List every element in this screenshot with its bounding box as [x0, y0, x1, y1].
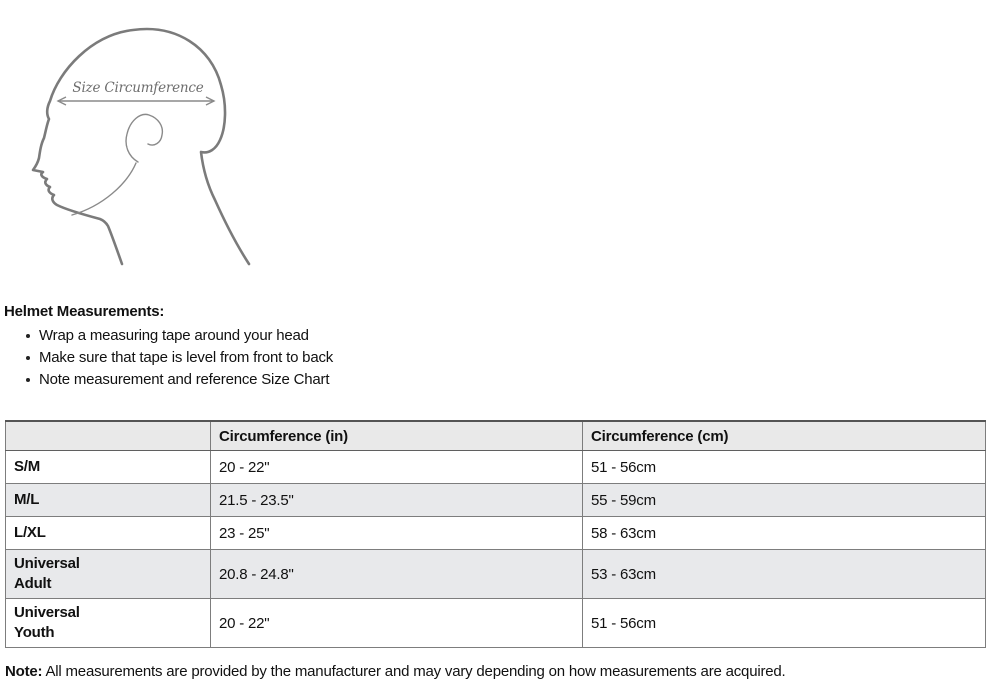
table-row [6, 550, 986, 599]
size-cell [6, 550, 211, 599]
helmet-measurements-heading: Helmet Measurements: [4, 303, 165, 320]
size-label: L/XL [14, 524, 46, 541]
header-row [6, 421, 986, 451]
size-cell [6, 517, 211, 550]
instruction-item: Make sure that tape is level from front to back [5, 347, 333, 369]
in-cell: 23 - 25" [211, 517, 583, 550]
in-cell: 20 - 22" [211, 599, 583, 648]
in-cell: 20.8 - 24.8" [211, 550, 583, 599]
table-row [6, 517, 986, 550]
head-profile-figure [25, 3, 265, 275]
note-text: All measurements are provided by the manufacturer and may vary depending on how measurements are acquired. [42, 663, 786, 680]
cm-cell: 53 - 63cm [583, 550, 986, 599]
col-header-empty [6, 421, 211, 451]
size-circumference-label: Size Circumference [72, 80, 204, 96]
cm-cell: 51 - 56cm [583, 599, 986, 648]
in-cell: 21.5 - 23.5" [211, 484, 583, 517]
head-outline [33, 29, 249, 264]
table-row [6, 451, 986, 484]
size-label: Universal Youth [14, 604, 80, 641]
size-label: Universal Adult [14, 555, 80, 592]
col-header-in: Circumference (in) [211, 421, 583, 451]
size-label: S/M [14, 458, 41, 475]
instruction-item: Wrap a measuring tape around your head [5, 325, 333, 347]
table-row [6, 599, 986, 648]
col-header-cm: Circumference (cm) [583, 421, 986, 451]
measure-arrow [58, 97, 214, 105]
cm-cell: 55 - 59cm [583, 484, 986, 517]
table-row [6, 484, 986, 517]
in-cell: 20 - 22" [211, 451, 583, 484]
size-cell [6, 484, 211, 517]
size-chart-table [5, 420, 986, 648]
cm-cell: 51 - 56cm [583, 451, 986, 484]
instruction-item: Note measurement and reference Size Chart [5, 369, 333, 391]
jaw-line [72, 163, 136, 215]
head-profile-illustration [25, 3, 265, 275]
cm-cell: 58 - 63cm [583, 517, 986, 550]
instruction-list [5, 325, 333, 391]
ear-line [126, 114, 162, 162]
size-cell [6, 451, 211, 484]
note-label: Note: [5, 663, 43, 680]
note [5, 663, 985, 680]
size-label: M/L [14, 491, 40, 508]
size-cell [6, 599, 211, 648]
